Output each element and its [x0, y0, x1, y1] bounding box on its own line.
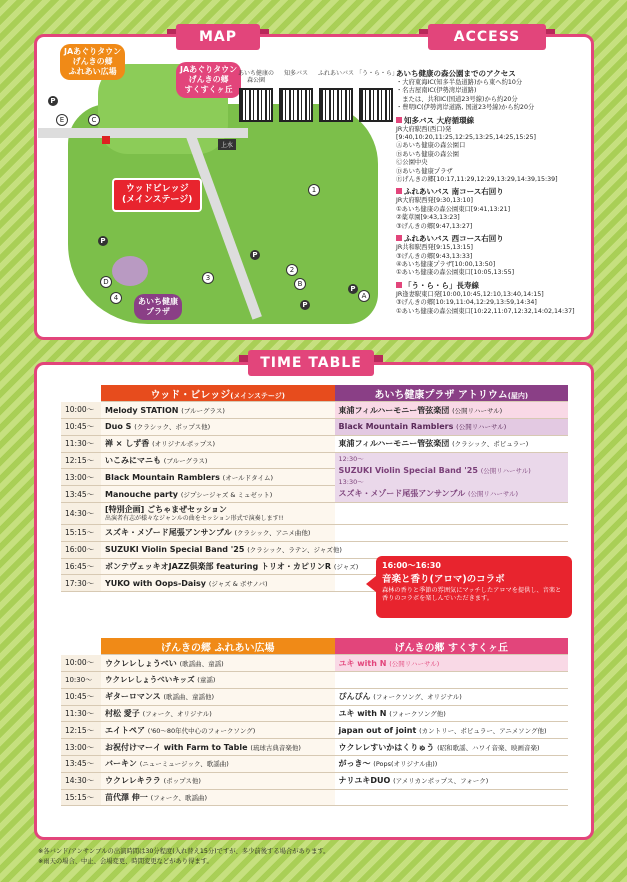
bus-stop-line: JR大府駅西発[9:30,13:10] — [396, 197, 473, 205]
time-cell: 10:45〜 — [61, 688, 101, 705]
footnote: ※雨天の場合、中止、会場変更、時間変更などがあり得ます。 — [38, 858, 213, 865]
table-row — [61, 435, 568, 452]
sukusuku-slot: japan out of joint (カントリー、ポピュラー、アニメソング他) — [335, 722, 569, 739]
bus-stop-line: ①あいち健康の森公園東口[9:41,13:21] — [396, 205, 511, 213]
bus-section-title: 知多バス 大府循環線 — [396, 116, 592, 126]
fureai-slot: エイトペア ('60〜80年代中心のフォークソング) — [101, 722, 335, 739]
sukusuku-slot: がっき〜 (Pops(オリジナル曲)) — [335, 756, 569, 773]
wood-village-label: ウッドビレッジ (メインステージ) — [112, 178, 202, 212]
bus-section-title: 「う・ら・ら」長寿線 — [396, 281, 592, 291]
table-row — [61, 452, 568, 469]
road — [38, 128, 248, 138]
aroma-time: 16:00〜16:30 — [382, 561, 441, 570]
time-cell: 15:15〜 — [61, 525, 101, 542]
table-row — [61, 739, 568, 756]
time-cell: 17:30〜 — [61, 575, 101, 592]
qr-label: ふれあいバス — [317, 70, 354, 77]
square-bullet-icon — [396, 188, 402, 194]
stop-e-marker[interactable]: E — [56, 114, 68, 126]
parking-icon: P — [348, 284, 358, 294]
plaza-slot: 東浦フィルハーモニー管弦楽団 (クラシック、ポピュラー) — [335, 435, 569, 452]
sukusuku-slot: ナリユキDUO (アメリカンポップス、フォーク) — [335, 772, 569, 789]
bus-section-title: ふれあいバス 南コース右回り — [396, 187, 592, 197]
wood-village-slot: Manouche party (ジプシージャズ & ミュゼット) — [101, 486, 335, 503]
stop-1-marker[interactable]: 1 — [308, 184, 320, 196]
jouzui-label: 上水 — [218, 139, 236, 150]
sukusuku-slot: ユキ with N (公開リハーサル) — [335, 655, 569, 672]
time-cell: 10:00〜 — [61, 655, 101, 672]
wood-village-slot: [特別企画] ごちゃまぜセッション 出演者有志が様々なジャンルの曲をセッション形式で演奏します!! — [101, 503, 335, 525]
bus-stop-line: Ⓒ公園中央 — [396, 159, 428, 167]
time-cell: 16:45〜 — [61, 558, 101, 575]
time-cell: 13:45〜 — [61, 486, 101, 503]
fureai-slot: ウクレレしょうべいキッズ (童謡) — [101, 672, 335, 689]
sukusuku-slot — [335, 672, 569, 689]
plaza-slot: 東浦フィルハーモニー管弦楽団 (公開リハーサル) — [335, 402, 569, 419]
plaza-header: あいち健康プラザ アトリウム(屋内) — [335, 385, 569, 402]
bus-stop-line: Ⓔげんきの郷[10:17,11:29,12:29,13:29,14:39,15:39] — [396, 176, 558, 184]
stop-b-marker[interactable]: B — [294, 278, 306, 290]
bus-stop-line: ③げんきの郷[9:43,13:33] — [396, 252, 473, 260]
wood-village-slot: 禅 × しず香 (オリジナルポップス) — [101, 435, 335, 452]
wood-village-slot: Melody STATION (ブルーグラス) — [101, 402, 335, 419]
wood-village-header: ウッド・ビレッジ(メインステージ) — [101, 385, 335, 402]
parking-icon: P — [300, 300, 310, 310]
footnote: ※各バンド/アンサンブルの出演時間は30分程度(入れ替え15分)ですが、多少前後する場合があります。 — [38, 848, 330, 855]
fureai-slot: バーキン (ニューミュージック、歌謡曲) — [101, 756, 335, 773]
sukusuku-slot — [335, 789, 569, 806]
plaza-slot: 12:30〜 SUZUKI Violin Special Band '25 (公開リハーサル) 13:30〜 スズキ・メゾード尾張アンサンブル (公開リハーサル) — [335, 452, 569, 502]
table-row — [61, 705, 568, 722]
wood-village-slot: ボンテヴェッキオJAZZ倶楽部 featuring トリオ・カピリンR (ジャズ) — [101, 558, 335, 575]
ja-sukusuku-label: JAあぐりタウン げんきの郷 すくすくヶ丘 — [176, 62, 241, 98]
footnotes — [38, 847, 329, 867]
time-cell: 10:45〜 — [61, 419, 101, 436]
time-cell: 12:15〜 — [61, 452, 101, 469]
time-cell: 11:30〜 — [61, 705, 101, 722]
time-cell: 15:15〜 — [61, 789, 101, 806]
ja-fureai-label: JAあぐりタウン げんきの郷 ふれあい広場 — [60, 44, 125, 80]
bus-stop-line: JR大府駅西(西口)発 — [396, 125, 452, 133]
plaza-building — [112, 256, 148, 286]
time-cell: 14:30〜 — [61, 772, 101, 789]
car-line: または、共和IC(国道23号線)から約20分 — [396, 95, 518, 103]
bus-stop-line: JR逢妻駅東口発[10:00,10:45,12:10,13:40,14:15] — [396, 290, 544, 298]
time-cell: 16:00〜 — [61, 541, 101, 558]
timetable-bottom — [61, 638, 568, 806]
sukusuku-slot: ウクレレすいかはくりゅう (昭和歌謡、ハワイ音楽、映画音楽) — [335, 739, 569, 756]
fureai-slot: ウクレレしょうべい (歌謡曲、童謡) — [101, 655, 335, 672]
fureai-slot: ギターロマンス (歌謡曲、童謡他) — [101, 688, 335, 705]
wood-village-slot: Black Mountain Ramblers (オールドタイム) — [101, 469, 335, 486]
bus-stop-line: ③げんきの郷[9:47,13:27] — [396, 222, 473, 230]
qr-code-icon — [279, 88, 313, 122]
time-cell: 13:00〜 — [61, 739, 101, 756]
fureai-slot: 村松 愛子 (フォーク、オリジナル) — [101, 705, 335, 722]
bus-stop-line: ③げんきの郷[10:19,11:04,12:29,13:59,14:34] — [396, 299, 537, 307]
car-line: ・大府東海IC(知多半島道路)から東へ約10分 — [396, 79, 523, 86]
square-bullet-icon — [396, 282, 402, 288]
square-bullet-icon — [396, 117, 402, 123]
access-title: あいち健康の森公園までのアクセス — [396, 69, 516, 78]
aroma-desc: 森林の香りと季節の雰囲気にマッチしたアロマを提供し、音楽と香りのコラボを楽しんでいただきます。 — [382, 587, 562, 602]
fureai-header: げんきの郷 ふれあい広場 — [101, 638, 335, 655]
time-cell: 10:30〜 — [61, 672, 101, 689]
stop-3-marker[interactable]: 3 — [202, 272, 214, 284]
bus-stop-line: [9:40,10:20,11:25,12:25,13:25,14:25,15:25] — [396, 134, 536, 142]
bus-section-title: ふれあいバス 西コース右回り — [396, 234, 592, 244]
parking-icon: P — [48, 96, 58, 106]
timetable-ribbon: TIME TABLE — [248, 350, 374, 376]
square-bullet-icon — [396, 235, 402, 241]
bus-stop-line: Ⓐあいち健康の森公園口 — [396, 142, 466, 150]
wood-village-slot: スズキ・メゾード尾張アンサンブル (クラシック、アニメ曲他) — [101, 525, 335, 542]
aichi-plaza-label: あいち健康 プラザ — [134, 294, 182, 320]
map-ribbon: MAP — [176, 24, 260, 50]
aroma-title: 音楽と香り(アロマ)のコラボ — [382, 574, 505, 585]
stop-2-marker[interactable]: 2 — [286, 264, 298, 276]
plaza-slot — [335, 503, 569, 525]
table-row — [61, 419, 568, 436]
time-cell: 14:30〜 — [61, 503, 101, 525]
qr-label: あいち健康の森公園 — [237, 70, 274, 84]
bus-stop-line: ②薬草園[9:43,13:23] — [396, 214, 460, 222]
plaza-slot: Black Mountain Ramblers (公開リハーサル) — [335, 419, 569, 436]
access-info — [396, 66, 592, 336]
sukusuku-header: げんきの郷 すくすくヶ丘 — [335, 638, 569, 655]
stop-c-marker[interactable]: C — [88, 114, 100, 126]
qr-chita-bus[interactable] — [276, 70, 316, 122]
parking-icon: P — [250, 250, 260, 260]
station-marker — [102, 136, 110, 144]
time-cell: 12:15〜 — [61, 722, 101, 739]
bus-stop-line: Ⓓあいち健康プラザ — [396, 167, 453, 175]
bus-sections — [396, 116, 592, 316]
bus-stop-line: JR共和駅西発[9:15,13:15] — [396, 244, 473, 252]
bus-stop-line: ①あいち健康の森公園東口[10:22,11:07,12:32,14:02,14:37] — [396, 307, 575, 315]
time-cell: 13:00〜 — [61, 469, 101, 486]
qr-code-icon — [359, 88, 393, 122]
stop-d-marker[interactable]: D — [100, 276, 112, 288]
table-row — [61, 772, 568, 789]
table-row — [61, 756, 568, 773]
stop-a-marker[interactable]: A — [358, 290, 370, 302]
car-line: ・名古屋南IC(伊勢湾岸道路) — [396, 87, 477, 95]
sukusuku-slot: ぴんぴん (フォークソング、オリジナル) — [335, 688, 569, 705]
table-row — [61, 722, 568, 739]
table-row — [61, 525, 568, 542]
qr-code-icon — [239, 88, 273, 122]
wood-village-slot: YUKO with Oops-Daisy (ジャズ & ボサノバ) — [101, 575, 335, 592]
bus-stop-line: ④あいち健康プラザ[10:00,13:50] — [396, 260, 496, 268]
qr-urara[interactable] — [356, 70, 399, 122]
time-cell: 10:00〜 — [61, 402, 101, 419]
fureai-slot: ウクレレキララ (ポップス他) — [101, 772, 335, 789]
aroma-callout — [376, 556, 572, 618]
time-cell: 11:30〜 — [61, 435, 101, 452]
parking-icon: P — [98, 236, 108, 246]
fureai-slot: お祝付けマーイ with Farm to Table (琉球古典音楽他) — [101, 739, 335, 756]
table-row — [61, 402, 568, 419]
table-row — [61, 789, 568, 806]
bus-stop-line: Ⓑあいち健康の森公園 — [396, 150, 459, 158]
table-row — [61, 672, 568, 689]
qr-fureai-bus[interactable] — [316, 70, 356, 122]
access-ribbon: ACCESS — [428, 24, 546, 50]
plaza-slot — [335, 525, 569, 542]
table-row — [61, 688, 568, 705]
time-cell: 13:45〜 — [61, 756, 101, 773]
sukusuku-slot: ユキ with N (フォークソング他) — [335, 705, 569, 722]
qr-label: 知多バス — [283, 70, 308, 77]
wood-village-slot: いこみにマニも (ブルーグラス) — [101, 452, 335, 469]
bus-stop-line: ①あいち健康の森公園東口[10:05,13:55] — [396, 269, 515, 277]
qr-code-icon — [319, 88, 353, 122]
qr-aichi-park[interactable] — [236, 70, 276, 122]
stop-4-marker[interactable]: 4 — [110, 292, 122, 304]
wood-village-slot: SUZUKI Violin Special Band '25 (クラシック、ラテン、ジャズ他) — [101, 541, 335, 558]
table-row — [61, 503, 568, 525]
car-line: ・豊明IC(伊勢湾岸道路, 国道23号線)から約20分 — [396, 104, 535, 112]
table-row — [61, 655, 568, 672]
wood-village-slot: Duo S (クラシック、ポップス他) — [101, 419, 335, 436]
fureai-slot: 苗代澤 伸一 (フォーク、歌謡曲) — [101, 789, 335, 806]
qr-label: 「う・ら・ら」 — [356, 70, 399, 77]
